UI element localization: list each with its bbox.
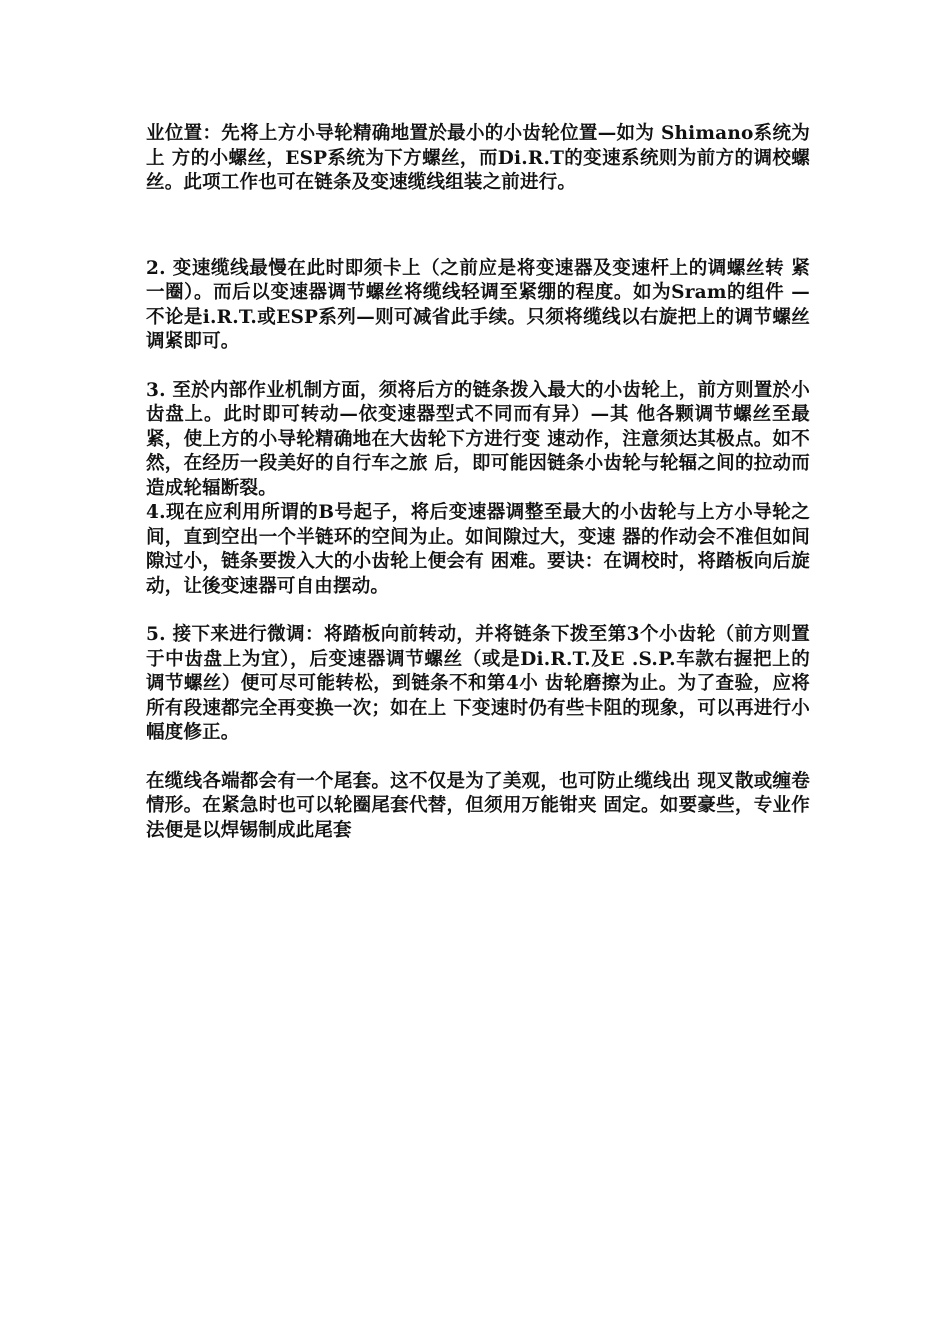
paragraph-6: 在缆线各端都会有一个尾套。这不仅是为了美观，也可防止缆线出 现叉散或缠卷情形。在紧急时也可以轮圈尾套代替，但须用万能钳夹 固定。如要豪些，专业作法便是以焊锡制成此尾套 — [146, 770, 810, 841]
paragraph-spacer — [146, 355, 810, 379]
paragraph-1: 业位置：先将上方小导轮精确地置於最小的小齿轮位置—如为 Shimano系统为上 方的小螺丝，ESP系统为下方螺丝，而Di.R.T的变速系统则为前方的调校螺丝。此项工作也可在链条及变速缆线组装之前进行。 — [146, 123, 810, 193]
stray-mark — [146, 196, 150, 208]
paragraph-3: 3. 至於内部作业机制方面，须将后方的链条拨入最大的小齿轮上，前方则置於小齿盘上。此时即可转动—依变速器型式不同而有异）—其 他各颗调节螺丝至最紧，使上方的小导轮精确地在大齿轮下方进行变 速动作，注意须达其极点。如不然，在经历一段美好的自行车之旅 后，即可能因链条小齿轮与轮辐之间的拉动而造成轮辐断裂。 — [146, 379, 810, 499]
paragraph-spacer — [146, 599, 810, 623]
paragraph-4: 4.现在应利用所谓的B号起子，将后变速器调整至最大的小齿轮与上方小导轮之间，直到空出一个半链环的空间为止。如间隙过大，变速 器的作动会不准但如间隙过小，链条要拨入大的小齿轮上便会有 困难。要诀：在调校时，将踏板向后旋动，让後变速器可自由摆动。 — [146, 502, 810, 597]
paragraph-2: 2. 变速缆线最慢在此时即须卡上（之前应是将变速器及变速杆上的调螺丝转 紧一圈）。而后以变速器调节螺丝将缆线轻调至紧绷的程度。如为Sram的组件 —不论是i.R.T.或ESP系列—则可减省此手续。只须将缆线以右旋把上的调节螺丝调紧即可。 — [146, 257, 810, 352]
paragraph-5: 5. 接下来进行微调：将踏板向前转动，并将链条下拨至第3个小齿轮（前方则置于中齿盘上为宜），后变速器调节螺丝（或是Di.R.T.及E .S.P.车款右握把上的调节螺丝）便可尽可能转松，到链条不和第4小 齿轮磨擦为止。为了查验，应将所有段速都完全再变换一次；如在上 下变速时仍有些卡阻的现象，可以再进行小幅度修正。 — [146, 624, 810, 743]
paragraph-spacer — [146, 208, 810, 257]
paragraph-spacer — [146, 746, 810, 770]
document-body — [146, 122, 810, 843]
